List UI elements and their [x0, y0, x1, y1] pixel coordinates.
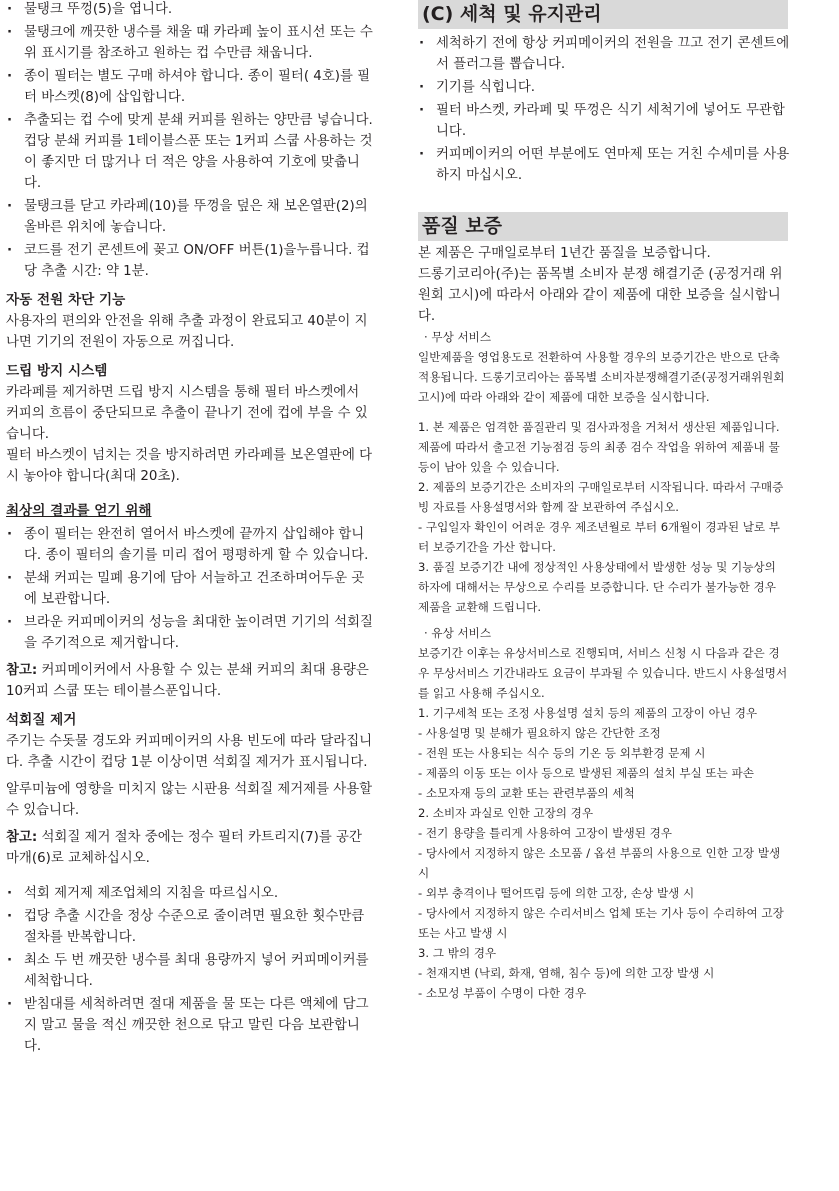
- list-item: · 종이 필터는 완전히 열어서 바스켓에 끝까지 삽입해야 합니다. 종이 필터의 솔기를 미리 접어 평평하게 할 수 있습니다.: [6, 524, 374, 566]
- list-item: · 종이 필터는 별도 구매 하셔야 합니다. 종이 필터( 4호)를 필터 바스켓(8)에 삽입합니다.: [6, 66, 374, 108]
- best-results-heading: 최상의 결과를 얻기 위해: [6, 503, 152, 519]
- best-results-note: [6, 660, 374, 702]
- best-results-list: [6, 524, 374, 654]
- paid-case: - 외부 충격이나 떨어뜨림 등에 의한 고장, 손상 발생 시: [418, 886, 695, 900]
- list-item: · 물탱크에 깨끗한 냉수를 채울 때 카라페 높이 표시선 또는 수위 표시기를 참조하고 원하는 컵 수만큼 채웁니다.: [6, 22, 374, 64]
- note-text: 커피메이커에서 사용할 수 있는 분쇄 커피의 최대 용량은 10커피 스쿱 또는 테이블스푼입니다.: [6, 663, 369, 699]
- list-item: · 코드를 전기 콘센트에 꽂고 ON/OFF 버튼(1)을누릅니다. 컵당 추출 시간: 약 1분.: [6, 240, 374, 282]
- cleaning-list: [418, 33, 790, 186]
- paid-case: - 소모성 부품이 수명이 다한 경우: [418, 986, 587, 1000]
- list-item: · 물탱크 뚜껑(5)을 엽니다.: [6, 0, 374, 20]
- paid-case: - 당사에서 지정하지 않은 수리서비스 업체 또는 기사 등이 수리하여 고장: [418, 906, 784, 920]
- warranty-clause: 3. 품질 보증기간 내에 정상적인 사용상태에서 발생한 성능 및 기능상의 하자에 대해서는 무상으로 수리를 보증합니다. 단 수리가 불가능한 경우 제품을 교환해 드립니다.: [418, 560, 776, 614]
- paid-service-text: 보증기간 이후는 유상서비스로 진행되며, 서비스 신청 시 다음과 같은 경우 무상서비스 기간내라도 요금이 부과될 수 있습니다. 반드시 사용설명서를 읽고 사용해 주십시오.: [418, 646, 788, 700]
- list-item: · 물탱크를 닫고 카라페(10)를 뚜껑을 덮은 채 보온열판(2)의 올바른 위치에 놓습니다.: [6, 196, 374, 238]
- list-item: · 분쇄 커피는 밀폐 용기에 담아 서늘하고 건조하며어두운 곳에 보관합니다.: [6, 568, 374, 610]
- paid-case: 1. 기구세척 또는 조정 사용설명 설치 등의 제품의 고장이 아닌 경우: [418, 706, 758, 720]
- paid-case: - 제품의 이동 또는 이사 등으로 발생된 제품의 설치 부실 또는 파손: [418, 766, 754, 780]
- list-item: · 추출되는 컵 수에 맞게 분쇄 커피를 원하는 양만큼 넣습니다. 컵당 분쇄 커피를 1테이블스푼 또는 1커피 스쿱 사용하는 것이 좋지만 더 많거나 더 적은 양을 사용하여 기호에 맞춥니다.: [6, 110, 374, 194]
- note-text: 석회질 제거 절차 중에는 정수 필터 카트리지(7)를 공간 마개(6)로 교체하십시오.: [6, 830, 362, 866]
- list-item: · 브라운 커피메이커의 성능을 최대한 높이려면 기기의 석회질을 주기적으로 제거합니다.: [6, 612, 374, 654]
- list-item: · 필터 바스켓, 카라페 및 뚜껑은 식기 세척기에 넣어도 무관합니다.: [418, 100, 790, 142]
- descaling-text-2: 알루미늄에 영향을 미치지 않는 시판용 석회질 제거제를 사용할 수 있습니다.: [6, 782, 373, 818]
- list-item: · 커피메이커의 어떤 부분에도 연마제 또는 거친 수세미를 사용하지 마십시오.: [418, 144, 790, 186]
- descaling-note: [6, 827, 374, 869]
- warranty-clause: 2. 제품의 보증기간은 소비자의 구매일로부터 시작됩니다. 따라서 구매증빙 자료를 사용설명서와 함께 잘 보관하여 주십시오.: [418, 480, 784, 514]
- warranty-intro-2: 드롱기코리아(주)는 품목별 소비자 분쟁 해결기준 (공정거래 위원회 고시)에 따라서 아래와 같이 제품에 대한 보증을 실시합니다.: [418, 267, 783, 324]
- warranty-clause: - 구입일자 확인이 어려운 경우 제조년월로 부터 6개월이 경과된 날로 부터 보증기간을 가산 합니다.: [418, 520, 781, 554]
- cleaning-section-title: (C) 세척 및 유지관리: [418, 0, 788, 29]
- free-service-label: · 무상 서비스: [424, 330, 492, 344]
- list-item: · 세척하기 전에 항상 커피메이커의 전원을 끄고 전기 콘센트에서 플러그를 뽑습니다.: [418, 33, 790, 75]
- paid-case: - 천재지변 (낙뢰, 화재, 염해, 침수 등)에 의한 고장 발생 시: [418, 966, 715, 980]
- note-label: 참고:: [6, 830, 38, 845]
- warranty-intro: 본 제품은 구매일로부터 1년간 품질을 보증합니다.: [418, 246, 711, 261]
- paid-case: 3. 그 밖의 경우: [418, 946, 497, 960]
- list-item: · 석회 제거제 제조업체의 지침을 따르십시오.: [6, 883, 374, 904]
- free-service-text: 일반제품을 영업용도로 전환하여 사용할 경우의 보증기간은 반으로 단축 적용됩니다. 드롱기코리아는 품목별 소비자분쟁해결기준(공정거래위원회 고시)에 따라 아래와 같이 제품에 대한 보증을 실시합니다.: [418, 350, 785, 404]
- descaling-list: [6, 883, 374, 1057]
- warranty-section-title: 품질 보증: [418, 212, 788, 241]
- paid-case: - 전원 또는 사용되는 식수 등의 기온 등 외부환경 문제 시: [418, 746, 706, 760]
- auto-off-text: 사용자의 편의와 안전을 위해 추출 과정이 완료되고 40분이 지나면 기기의 전원이 자동으로 꺼집니다.: [6, 314, 368, 350]
- paid-case: - 사용설명 및 분해가 필요하지 않은 간단한 조정: [418, 726, 661, 740]
- list-item: · 컵당 추출 시간을 정상 수준으로 줄이려면 필요한 횟수만큼 절차를 반복합니다.: [6, 906, 374, 948]
- right-column: [418, 0, 790, 1003]
- descaling-heading: 석회질 제거: [6, 712, 77, 728]
- paid-case: - 소모자재 등의 교환 또는 관련부품의 세척: [418, 786, 635, 800]
- paid-case: - 전기 용량을 틀리게 사용하여 고장이 발생된 경우: [418, 826, 672, 840]
- drip-stop-heading: 드립 방지 시스템: [6, 363, 108, 379]
- paid-case: - 당사에서 지정하지 않은 소모품 / 옵션 부품의 사용으로 인한 고장 발생 시: [418, 846, 781, 880]
- brewing-steps-list: [6, 0, 374, 282]
- drip-stop-text-2: 필터 바스켓이 넘치는 것을 방지하려면 카라페를 보온열판에 다시 놓아야 합니다(최대 20초).: [6, 448, 373, 484]
- paid-case: 2. 소비자 과실로 인한 고장의 경우: [418, 806, 594, 820]
- list-item: · 최소 두 번 깨끗한 냉수를 최대 용량까지 넣어 커피메이커를 세척합니다.: [6, 950, 374, 992]
- list-item: · 받침대를 세척하려면 절대 제품을 물 또는 다른 액체에 담그지 말고 물을 적신 깨끗한 천으로 닦고 말린 다음 보관합니다.: [6, 994, 374, 1057]
- list-item: · 기기를 식힙니다.: [418, 77, 790, 98]
- drip-stop-text: 카라페를 제거하면 드립 방지 시스템을 통해 필터 바스켓에서 커피의 흐름이 중단되므로 추출이 끝나기 전에 컵에 부을 수 있습니다.: [6, 385, 368, 442]
- auto-off-heading: 자동 전원 차단 기능: [6, 292, 126, 308]
- paid-service-label: · 유상 서비스: [424, 626, 492, 640]
- paid-case: 또는 사고 발생 시: [418, 926, 508, 940]
- descaling-text: 주기는 수돗물 경도와 커피메이커의 사용 빈도에 따라 달라집니다. 추출 시간이 컵당 1분 이상이면 석회질 제거가 표시됩니다.: [6, 734, 373, 770]
- left-column: [6, 0, 374, 1057]
- note-label: 참고:: [6, 663, 38, 678]
- warranty-clause: 1. 본 제품은 엄격한 품질관리 및 검사과정을 거쳐서 생산된 제품입니다. 제품에 따라서 출고전 기능점검 등의 최종 검수 작업을 위하여 제품내 물 등이 남아 있을 수 있습니다.: [418, 420, 780, 474]
